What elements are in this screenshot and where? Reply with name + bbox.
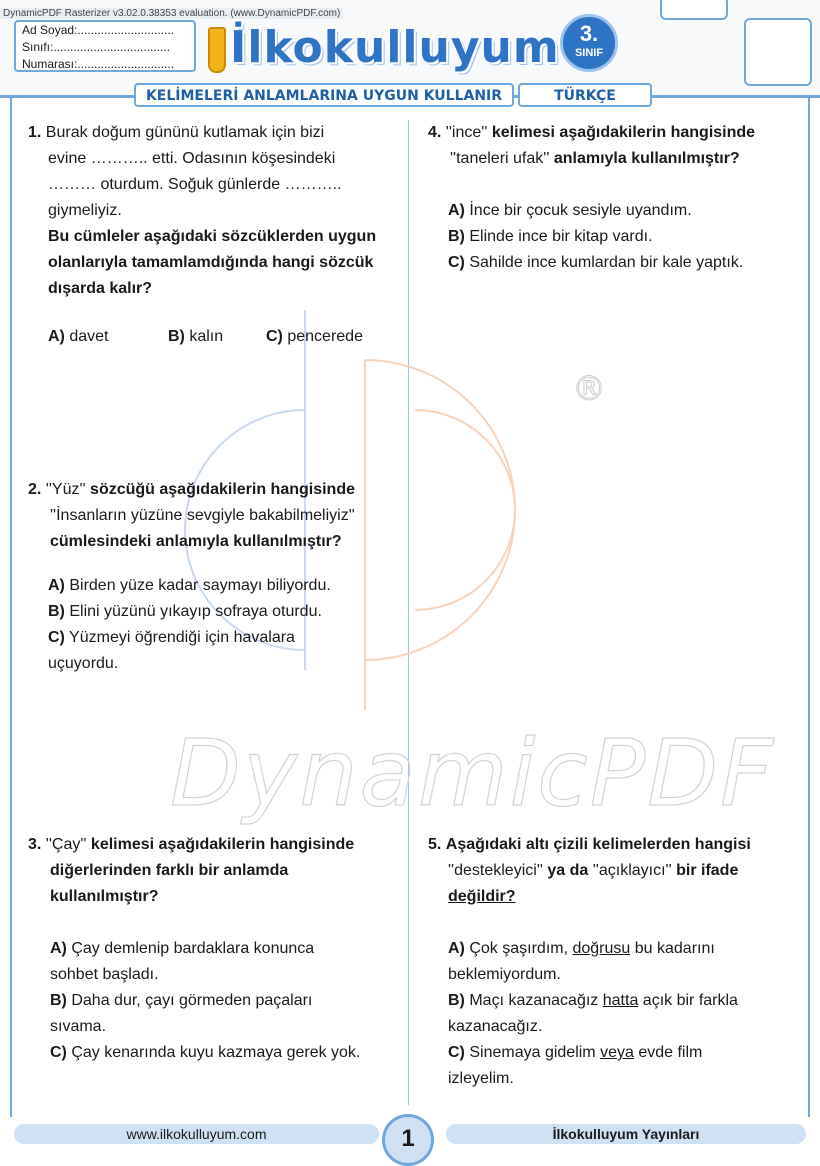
option-text: uçuyordu. [48, 655, 119, 672]
answer-option-a[interactable] [48, 324, 108, 350]
name-field: Ad Soyad:............................. [22, 23, 175, 37]
frame-left [10, 97, 12, 1117]
question-4 [428, 120, 804, 276]
question-text: ''Yüz'' [45, 481, 86, 498]
option-key: B) [168, 328, 185, 345]
question-prompt: bir ifade [676, 862, 739, 879]
question-prompt: kelimesi aşağıdakilerin hangisinde [90, 836, 355, 853]
answer-option-c[interactable] [428, 250, 804, 276]
question-prompt: cümlesindeki anlamıyla kullanılmıştır? [50, 533, 342, 550]
option-text: sıvama. [50, 1018, 107, 1035]
option-text: Sahilde ince kumlardan bir kale yaptık. [469, 254, 744, 271]
question-text: Burak doğum gününü kutlamak için bizi [45, 124, 325, 141]
question-prompt: diğerlerinden farklı bir anlamda [50, 862, 289, 879]
option-key: B) [448, 228, 465, 245]
subject-banner: TÜRKÇE [518, 83, 652, 107]
option-key: C) [50, 1044, 67, 1061]
option-text: Elinde ince bir kitap vardı. [469, 228, 653, 245]
option-text: Elini yüzünü yıkayıp sofraya oturdu. [69, 603, 322, 620]
question-prompt: olanlarıyla tamamlamdığında hangi sözcük [48, 254, 374, 271]
option-key: C) [48, 629, 65, 646]
answer-option-c[interactable] [266, 324, 363, 350]
class-field: Sınıfı:................................... [22, 40, 171, 54]
option-text: pencerede [287, 328, 363, 345]
question-2 [28, 477, 404, 677]
option-key: C) [448, 1044, 465, 1061]
option-text: davet [69, 328, 109, 345]
answer-option-b[interactable] [28, 988, 404, 1014]
question-prompt: anlamıyla kullanılmıştır? [553, 150, 740, 167]
question-number: 1. [28, 124, 42, 141]
underlined-word: veya [600, 1044, 634, 1061]
pencil-icon [208, 27, 226, 73]
question-text: ''destekleyici'' [448, 862, 543, 879]
option-text: kazanacağız. [448, 1018, 543, 1035]
answer-option-a[interactable] [28, 936, 404, 962]
option-text: Çok şaşırdım, [469, 940, 569, 957]
option-key: A) [48, 577, 65, 594]
question-prompt: Bu cümleler aşağıdaki sözcüklerden uygun [48, 228, 377, 245]
question-prompt: dışarda kalır? [48, 280, 153, 297]
question-text: ''İnsanların yüzüne sevgiyle bakabilmeliyiz'' [50, 507, 355, 524]
question-number: 2. [28, 481, 42, 498]
option-text: Çay demlenip bardaklara konunca [71, 940, 315, 957]
logo-text: İlkokulluyum [230, 22, 560, 73]
question-prompt: ya da [547, 862, 589, 879]
option-text: bu kadarını [634, 940, 715, 957]
question-text: ''taneleri ufak'' [450, 150, 550, 167]
answer-option-c[interactable] [28, 625, 404, 651]
option-text: beklemiyordum. [448, 966, 561, 983]
option-text: açık bir farkla [642, 992, 738, 1009]
option-key: A) [448, 940, 465, 957]
grade-badge [560, 14, 618, 72]
question-prompt: kelimesi aşağıdakilerin hangisinde [491, 124, 756, 141]
column-divider [408, 120, 409, 1105]
option-key: C) [266, 328, 283, 345]
brand-logo [208, 22, 560, 73]
answer-option-b[interactable] [28, 599, 404, 625]
option-key: A) [48, 328, 65, 345]
question-5 [428, 832, 804, 1092]
student-info-box [14, 20, 196, 72]
answer-option-b[interactable] [168, 324, 223, 350]
option-text: kalın [189, 328, 224, 345]
question-prompt: değildir? [448, 888, 516, 905]
option-text: evde film [638, 1044, 703, 1061]
page-number: 1 [382, 1114, 434, 1166]
question-prompt: Aşağıdaki altı çizili kelimelerden hangisi [445, 836, 751, 853]
topic-banner: KELİMELERİ ANLAMLARINA UYGUN KULLANIR [134, 83, 514, 107]
question-prompt: kullanılmıştır? [50, 888, 159, 905]
option-text: Çay kenarında kuyu kazmaya gerek yok. [71, 1044, 361, 1061]
score-box [744, 18, 812, 86]
watermark-text: DynamicPDF [170, 720, 775, 827]
number-field: Numarası:............................. [22, 57, 175, 71]
grade-label: SINIF [574, 47, 604, 59]
option-text: Maçı kazanacağız [469, 992, 599, 1009]
underlined-word: hatta [602, 992, 639, 1009]
question-1 [28, 120, 400, 302]
question-text: ''ince'' [445, 124, 488, 141]
option-text: İnce bir çocuk sesiyle uyandım. [469, 202, 692, 219]
option-text: sohbet başladı. [50, 966, 159, 983]
answer-option-a[interactable] [428, 936, 804, 962]
question-text: ……… oturdum. Soğuk günlerde ……….. [48, 176, 342, 193]
option-key: B) [48, 603, 65, 620]
registered-mark: ® [572, 369, 606, 409]
option-key: C) [448, 254, 465, 271]
footer-website[interactable]: www.ilkokulluyum.com [14, 1124, 379, 1144]
option-key: B) [448, 992, 465, 1009]
question-number: 5. [428, 836, 442, 853]
answer-option-c[interactable] [28, 1040, 404, 1066]
question-text: ''Çay'' [45, 836, 87, 853]
question-number: 4. [428, 124, 442, 141]
option-key: A) [448, 202, 465, 219]
option-text: Daha dur, çayı görmeden paçaları [71, 992, 313, 1009]
question-text: ''açıklayıcı'' [592, 862, 672, 879]
answer-option-a[interactable] [28, 573, 404, 599]
question-3 [28, 832, 404, 1066]
question-prompt: sözcüğü aşağıdakilerin hangisinde [90, 481, 355, 498]
option-text: Yüzmeyi öğrendiği için havalara [69, 629, 295, 646]
answer-option-a[interactable] [428, 198, 804, 224]
answer-option-b[interactable] [428, 988, 804, 1014]
question-text: giymeliyiz. [48, 202, 122, 219]
question-text: evine ……….. etti. Odasının köşesindeki [48, 150, 336, 167]
eval-notice: DynamicPDF Rasterizer v3.02.0.38353 evaluation. (www.DynamicPDF.com) [0, 8, 343, 19]
question-number: 3. [28, 836, 42, 853]
footer-publisher: İlkokulluyum Yayınları [446, 1124, 806, 1144]
frame-right [808, 97, 810, 1117]
answer-option-c[interactable] [428, 1040, 804, 1066]
corner-tab [660, 0, 728, 20]
option-text: izleyelim. [448, 1070, 514, 1087]
answer-option-b[interactable] [428, 224, 804, 250]
option-text: Sinemaya gidelim [469, 1044, 596, 1061]
option-key: B) [50, 992, 67, 1009]
grade-number: 3. [579, 21, 599, 46]
underlined-word: doğrusu [572, 940, 631, 957]
option-key: A) [50, 940, 67, 957]
option-text: Birden yüze kadar saymayı biliyordu. [69, 577, 331, 594]
